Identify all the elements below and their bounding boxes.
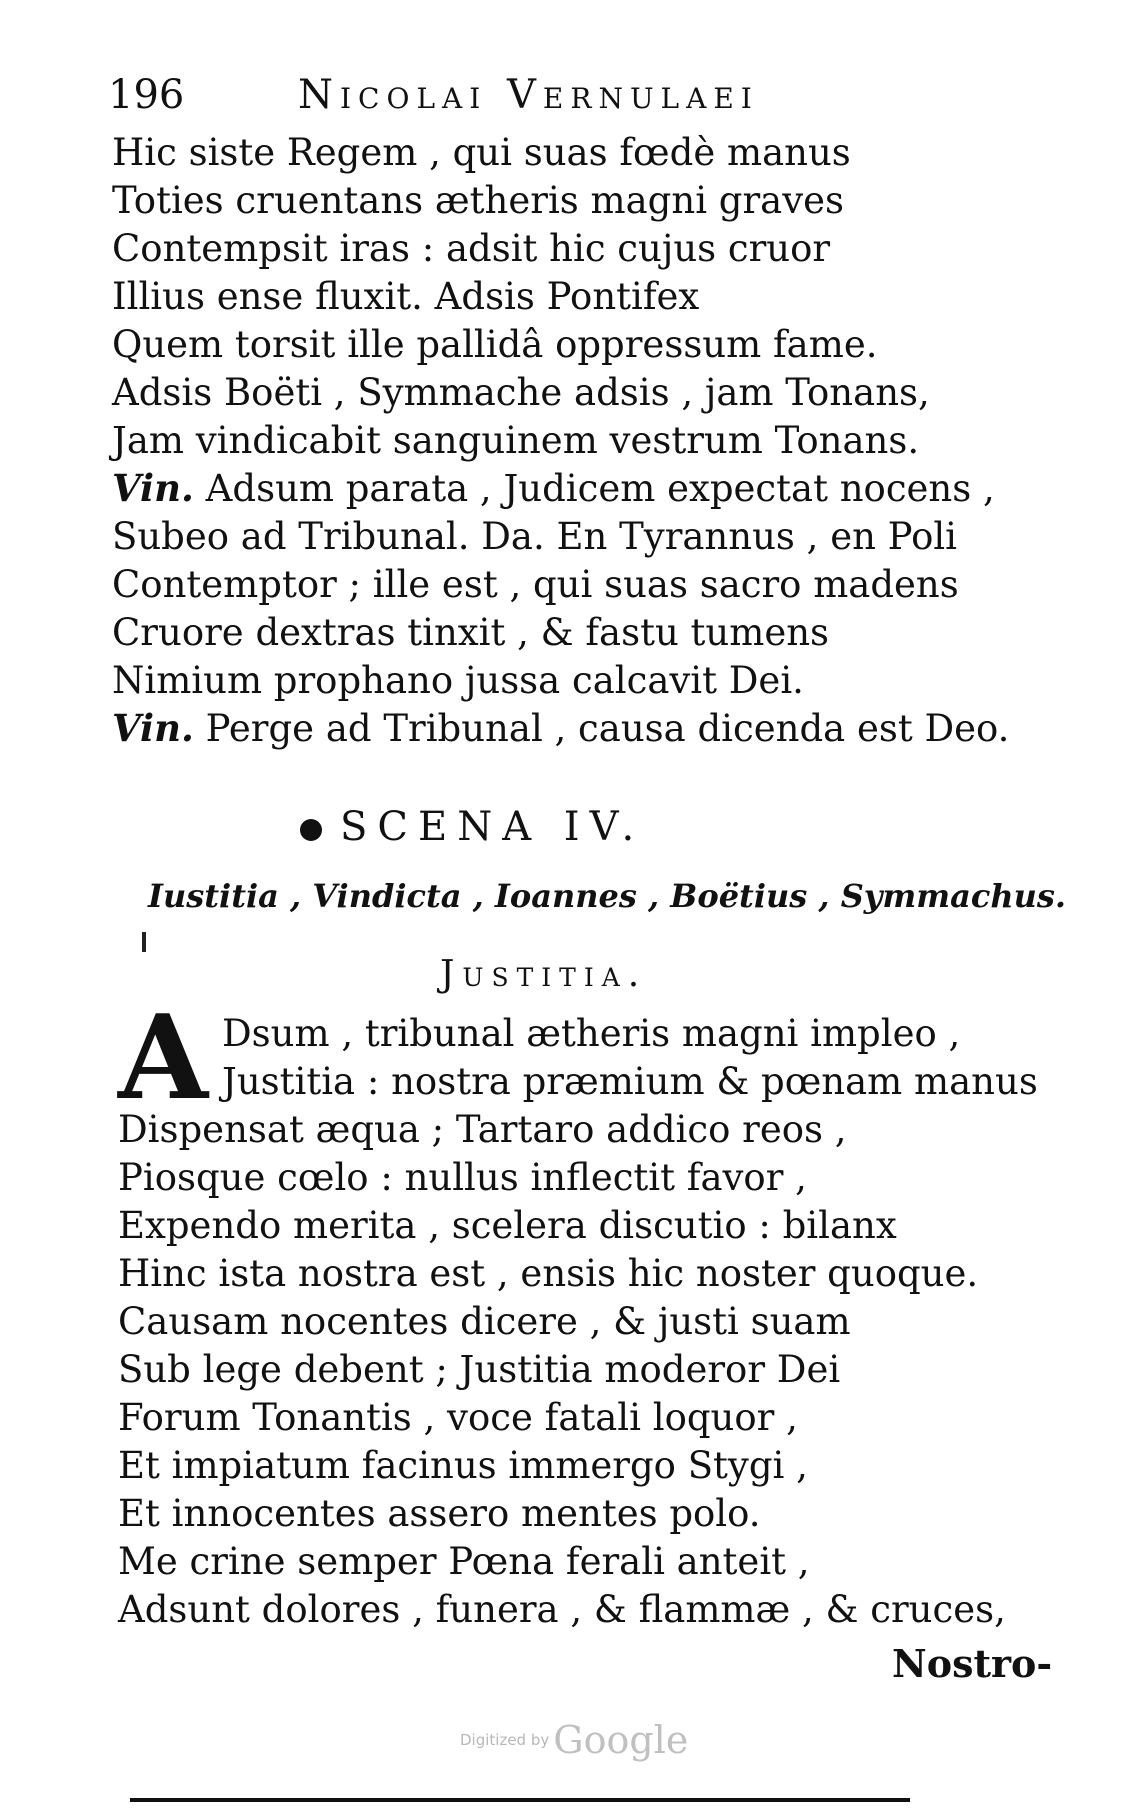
- verse-line: [112, 656, 1012, 704]
- verse-text: Adsum parata , Judicem expectat nocens ,: [205, 467, 995, 510]
- verse-text: Illius ense fluxit. Adsis Pontifex: [112, 275, 700, 318]
- speech-line: Expendo merita , scelera discutio : bilanx: [118, 1204, 897, 1247]
- verse-line: [112, 464, 1012, 512]
- verse-text: Adsis Boëti , Symmache adsis , jam Tonans,: [112, 371, 930, 414]
- verse-line: [112, 368, 1012, 416]
- google-logo-icon: Google: [553, 1718, 689, 1762]
- verse-text: Jam vindicabit sanguinem vestrum Tonans.: [112, 419, 920, 462]
- catchword: Nostro-: [892, 1641, 1053, 1686]
- verse-line: [112, 560, 1012, 608]
- page-number: 196: [108, 72, 185, 118]
- speech-line: Dsum , tribunal ætheris magni impleo ,: [222, 1012, 961, 1055]
- speech-line: Et impiatum facinus immergo Stygi ,: [118, 1444, 808, 1487]
- verse-text: Subeo ad Tribunal. Da. En Tyrannus , en Poli: [112, 515, 958, 558]
- speech-body: [118, 1106, 1018, 1634]
- verse-line: [112, 608, 1012, 656]
- speaker-label: Vin.: [112, 466, 194, 510]
- verse-text: Cruore dextras tinxit , & fastu tumens: [112, 611, 830, 654]
- verse-text: Perge ad Tribunal , causa dicenda est Deo.: [205, 707, 1010, 750]
- page-header: [108, 70, 908, 120]
- speech-opening-lines: [222, 1010, 1038, 1106]
- scene-heading: [300, 802, 644, 852]
- verse-line: [112, 512, 1012, 560]
- speech-line: Forum Tonantis , voce fatali loquor ,: [118, 1396, 798, 1439]
- speech-line: Piosque cœlo : nullus inflectit favor ,: [118, 1156, 807, 1199]
- speech-line: Justitia : nostra præmium & pœnam manus: [222, 1060, 1038, 1103]
- speech-line: Sub lege debent ; Justitia moderor Dei: [118, 1348, 841, 1391]
- verse-line: [112, 320, 1012, 368]
- speech-line: Hinc ista nostra est , ensis hic noster quoque.: [118, 1252, 979, 1295]
- drop-cap: A: [118, 990, 209, 1126]
- speech-line: Me crine semper Pœna ferali anteit ,: [118, 1540, 810, 1583]
- verse-text: Contemptor ; ille est , qui suas sacro madens: [112, 563, 959, 606]
- verse-line: [112, 416, 1012, 464]
- speaker-heading: Justitia.: [440, 954, 648, 995]
- verse-line: [112, 176, 1012, 224]
- bottom-edge-rule: [130, 1798, 910, 1802]
- verse-line: [112, 272, 1012, 320]
- verse-line: [112, 224, 1012, 272]
- running-head: Nicolai Vernulaei: [298, 72, 759, 118]
- verse-line: [112, 704, 1012, 752]
- verse-line: [112, 128, 1012, 176]
- speech-line: Et innocentes assero mentes polo.: [118, 1492, 761, 1535]
- verse-text: Hic siste Regem , qui suas fœdè manus: [112, 131, 851, 174]
- scene-title: SCENA IV.: [340, 804, 645, 850]
- speech-line: Dispensat æqua ; Tartaro addico reos ,: [118, 1108, 847, 1151]
- verse-text: Contempsit iras : adsit hic cujus cruor: [112, 227, 831, 270]
- speaker-label: Vin.: [112, 706, 194, 750]
- verse-block: [112, 128, 1012, 752]
- bullet-ornament-icon: [300, 819, 322, 841]
- margin-mark: [142, 932, 146, 952]
- speech-line: Adsunt dolores , funera , & flammæ , & cruces,: [118, 1588, 1006, 1631]
- watermark-prefix: Digitized by: [460, 1731, 550, 1749]
- verse-text: Quem torsit ille pallidâ oppressum fame.: [112, 323, 878, 366]
- cast-list: Iustitia , Vindicta , Ioannes , Boëtius , Symmachus.: [148, 877, 1067, 915]
- verse-text: Nimium prophano jussa calcavit Dei.: [112, 659, 804, 702]
- digitization-watermark: [460, 1718, 688, 1762]
- speech-line: Causam nocentes dicere , & justi suam: [118, 1300, 851, 1343]
- verse-text: Toties cruentans ætheris magni graves: [112, 179, 845, 222]
